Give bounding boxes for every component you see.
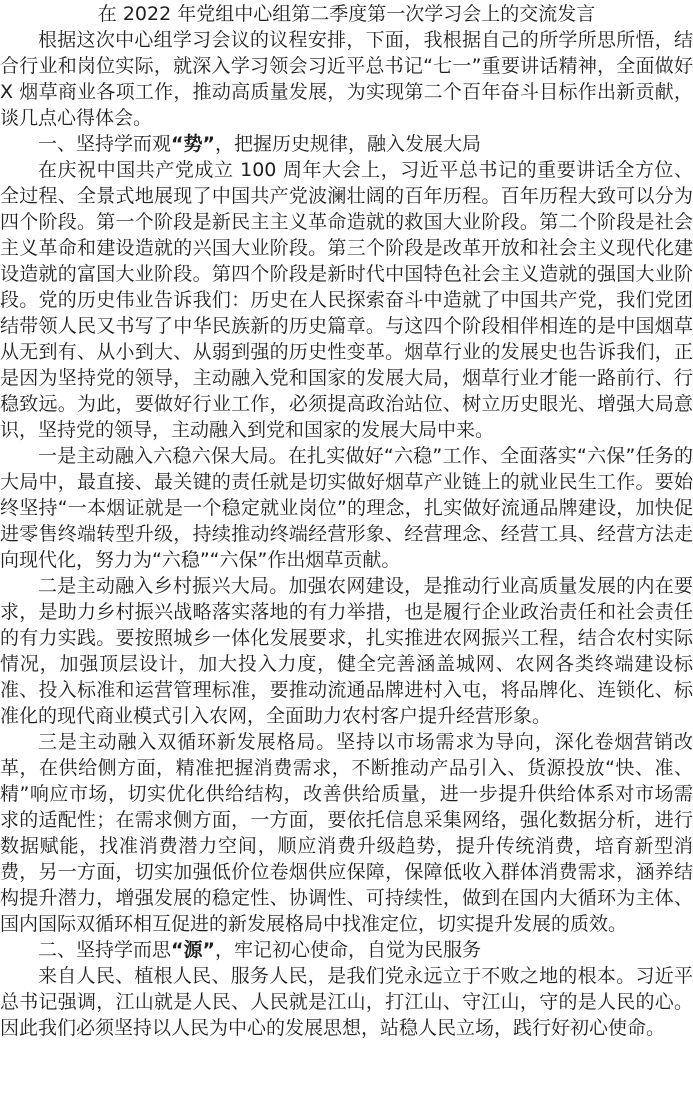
section-1-heading-prefix: 一、坚持学而观 [38, 133, 172, 155]
section-2-heading-suffix: ，牢记初心使命，自觉为民服务 [215, 939, 482, 961]
section-2-heading-emphasis: “源” [171, 939, 215, 961]
section-1-paragraph-1: 在庆祝中国共产党成立 100 周年大会上，习近平总书记的重要讲话全方位、全过程、全景式地展现了中国共产党波澜壮阔的百年历程。百年历程大致可以分为四个阶段。第一个阶段是新民主主义革命造就的救国大业阶段。第二个阶段是社会主义革命和建设造就的兴国大业阶段。第三个阶段是改革开放和社会主义现代化建设造就的富国大业阶段。第四个阶段是新时代中国特色社会主义造就的强国大业阶段。党的历史伟业告诉我们：历史在人民探索奋斗中造就了中国共产党，我们党团结带领人民又书写了中华民族新的历史篇章。与这四个阶段相伴相连的是中国烟草从无到有、从小到大、从弱到强的历史性变革。烟草行业的发展史也告诉我们，正是因为坚持党的领导，主动融入党和国家的发展大局，烟草行业才能一路前行、行稳致远。为此，要做好行业工作，必须提高政治站位、树立历史眼光、增强大局意识，坚持党的领导，主动融入到党和国家的发展大局中来。 [0, 159, 693, 441]
section-2-heading [0, 937, 693, 963]
section-1-heading-suffix: ，把握历史规律，融入发展大局 [215, 133, 482, 155]
section-2-paragraph-1: 来自人民、植根人民、服务人民，是我们党永远立于不败之地的根本。习近平总书记强调，江山就是人民、人民就是江山，打江山、守江山，守的是人民的心。因此我们必须坚持以人民为中心的发展思想，站稳人民立场，践行好初心使命。 [0, 965, 693, 1039]
intro-paragraph: 根据这次中心组学习会议的议程安排，下面，我根据自己的所学所思所悟，结合行业和岗位实际，就深入学习领会习近平总书记“七一”重要讲话精神，全面做好 X 烟草商业各项工作，推动高质量发展，为实现第二个百年奋斗目标作出新贡献，谈几点心得体会。 [0, 29, 693, 129]
section-1-paragraph-4: 三是主动融入双循环新发展格局。坚持以市场需求为导向，深化卷烟营销改革，在供给侧方面，精准把握消费需求，不断推动产品引入、货源投放“快、准、精”响应市场，切实优化供给结构，改善供给质量，进一步提升供给体系对市场需求的适配性；在需求侧方面，一方面，要依托信息采集网络，强化数据分析，进行数据赋能，找准消费潜力空间，顺应消费升级趋势，提升传统消费，培育新型消费，另一方面，切实加强低价位卷烟供应保障，保障低收入群体消费需求，涵养结构提升潜力，增强发展的稳定性、协调性、可持续性，做到在国内大循环为主体、国内国际双循环相互促进的新发展格局中找准定位，切实提升发展的质效。 [0, 731, 693, 935]
section-1-paragraph-3: 二是主动融入乡村振兴大局。加强农网建设，是推动行业高质量发展的内在要求，是助力乡村振兴战略落实落地的有力举措，也是履行企业政治责任和社会责任的有力实践。要按照城乡一体化发展要求，扎实推进农网振兴工程，结合农村实际情况，加强顶层设计，加大投入力度，健全完善涵盖城网、农网各类终端建设标准、投入标准和运营管理标准，要推动流通品牌进村入屯，将品牌化、连锁化、标准化的现代商业模式引入农网，全面助力农村客户提升经营形象。 [0, 575, 693, 727]
section-1-heading [0, 131, 693, 157]
section-1-paragraph-2: 一是主动融入六稳六保大局。在扎实做好“六稳”工作、全面落实“六保”任务的大局中，最直接、最关键的责任就是切实做好烟草产业链上的就业民生工作。要始终坚持“一本烟证就是一个稳定就业岗位”的理念，扎实做好流通品牌建设，加快促进零售终端转型升级，持续推动终端经营形象、经营理念、经营工具、经营方法走向现代化，努力为“六稳”“六保”作出烟草贡献。 [0, 445, 693, 571]
section-1-heading-emphasis: “势” [171, 133, 215, 155]
document-title: 在 2022 年党组中心组第二季度第一次学习会上的交流发言 [97, 3, 596, 25]
section-2-heading-prefix: 二、坚持学而思 [38, 939, 172, 961]
